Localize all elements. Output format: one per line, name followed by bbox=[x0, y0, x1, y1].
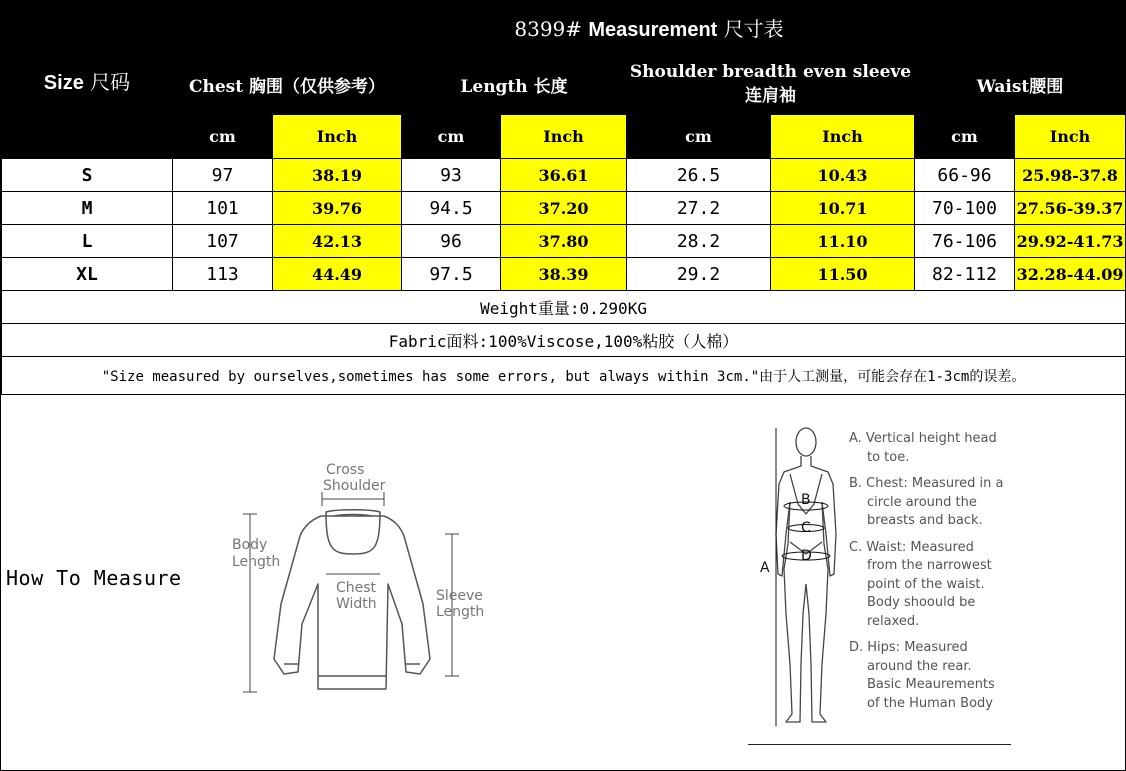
column-chest: Chest 胸围（仅供参考） bbox=[173, 54, 402, 115]
legend-item-d bbox=[849, 639, 1119, 713]
unit-inch: Inch bbox=[1015, 115, 1126, 159]
how-to-measure-section bbox=[1, 394, 1125, 770]
body-label-b: B bbox=[801, 492, 811, 508]
length-inch-cell: 36.61 bbox=[501, 159, 627, 192]
waist-inch-cell: 29.92-41.73 bbox=[1015, 225, 1126, 258]
size-header-en: Size bbox=[43, 71, 84, 94]
measurement-note: "Size measured by ourselves,sometimes has some errors, but always within 3cm."由于人工测量，可能会存在1-3cm的误差。 bbox=[2, 357, 1126, 395]
chest-inch-cell: 42.13 bbox=[273, 225, 402, 258]
unit-cm: cm bbox=[915, 115, 1015, 159]
chart-title bbox=[173, 2, 1126, 54]
shoulder-inch-cell: 11.50 bbox=[771, 258, 915, 291]
length-inch-cell: 37.80 bbox=[501, 225, 627, 258]
body-diagram bbox=[746, 424, 846, 749]
title-cn: 尺寸表 bbox=[723, 17, 784, 41]
waist-inch-cell: 25.98-37.8 bbox=[1015, 159, 1126, 192]
how-to-measure-label: How To Measure bbox=[6, 566, 182, 590]
legend-b-line-3: breasts and back. bbox=[867, 513, 983, 528]
chest-inch-cell: 38.19 bbox=[273, 159, 402, 192]
label-cross: Cross bbox=[326, 462, 365, 478]
fabric-row: Fabric面料:100%Viscose,100%粘胶（人棉） bbox=[2, 324, 1126, 357]
length-cm-cell: 94.5 bbox=[402, 192, 501, 225]
size-cell: S bbox=[2, 159, 173, 192]
size-cell: M bbox=[2, 192, 173, 225]
length-cm-cell: 93 bbox=[402, 159, 501, 192]
weight-row: Weight重量:0.290KG bbox=[2, 291, 1126, 324]
legend-c-line-4: Body shoould be bbox=[867, 595, 976, 610]
chest-cm-cell: 107 bbox=[173, 225, 273, 258]
label-shoulder: Shoulder bbox=[323, 478, 386, 494]
shoulder-inch-cell: 11.10 bbox=[771, 225, 915, 258]
unit-cm: cm bbox=[173, 115, 273, 159]
label-body: Body bbox=[232, 537, 268, 553]
garment-diagram bbox=[226, 454, 496, 704]
unit-inch: Inch bbox=[273, 115, 402, 159]
legend-b-line-1: B. Chest: Measured in a bbox=[849, 476, 1004, 491]
length-cm-cell: 96 bbox=[402, 225, 501, 258]
label-sleeve: Sleeve bbox=[436, 588, 483, 604]
shoulder-cm-cell: 28.2 bbox=[627, 225, 771, 258]
legend-c-line-1: C. Waist: Measured bbox=[849, 539, 974, 555]
waist-cm-cell: 76-106 bbox=[915, 225, 1015, 258]
title-bold: Measurement bbox=[588, 19, 718, 41]
legend-d-line-1: D. Hips: Measured bbox=[849, 640, 968, 655]
chest-cm-cell: 113 bbox=[173, 258, 273, 291]
length-inch-cell: 38.39 bbox=[501, 258, 627, 291]
unit-inch: Inch bbox=[501, 115, 627, 159]
unit-inch: Inch bbox=[771, 115, 915, 159]
column-length: Length 长度 bbox=[402, 54, 627, 115]
shoulder-inch-cell: 10.43 bbox=[771, 159, 915, 192]
legend-a-line-1: A. Vertical height head bbox=[849, 431, 997, 446]
legend-c-line-2: from the narrowest bbox=[867, 558, 992, 573]
measurement-legend bbox=[849, 430, 1119, 721]
size-table bbox=[1, 1, 1126, 395]
legend-item-b bbox=[849, 475, 1119, 531]
chest-inch-cell: 39.76 bbox=[273, 192, 402, 225]
shoulder-cm-cell: 26.5 bbox=[627, 159, 771, 192]
shoulder-inch-cell: 10.71 bbox=[771, 192, 915, 225]
table-row bbox=[2, 159, 1126, 192]
length-cm-cell: 97.5 bbox=[402, 258, 501, 291]
unit-cm: cm bbox=[402, 115, 501, 159]
title-code: 8399# bbox=[514, 17, 583, 41]
legend-d-line-4: of the Human Body bbox=[867, 695, 993, 711]
body-diagram-baseline bbox=[748, 744, 1011, 745]
size-header bbox=[2, 2, 173, 159]
legend-a-line-2: to toe. bbox=[867, 449, 910, 465]
size-cell: XL bbox=[2, 258, 173, 291]
table-row bbox=[2, 258, 1126, 291]
body-label-d: D bbox=[801, 548, 812, 564]
chest-cm-cell: 97 bbox=[173, 159, 273, 192]
legend-c-line-3: point of the waist. bbox=[867, 576, 985, 592]
chest-cm-cell: 101 bbox=[173, 192, 273, 225]
legend-d-line-3: Basic Meaurements bbox=[867, 677, 995, 692]
legend-c-line-5: relaxed. bbox=[867, 613, 920, 629]
waist-inch-cell: 27.56-39.37 bbox=[1015, 192, 1126, 225]
body-label-a: A bbox=[760, 560, 770, 576]
legend-item-c bbox=[849, 539, 1119, 632]
table-row bbox=[2, 225, 1126, 258]
size-cell: L bbox=[2, 225, 173, 258]
column-shoulder: Shoulder breadth even sleeve连肩袖 bbox=[627, 54, 915, 115]
waist-cm-cell: 70-100 bbox=[915, 192, 1015, 225]
shoulder-cm-cell: 27.2 bbox=[627, 192, 771, 225]
label-chest: Chest bbox=[336, 580, 377, 596]
shoulder-cm-cell: 29.2 bbox=[627, 258, 771, 291]
length-inch-cell: 37.20 bbox=[501, 192, 627, 225]
column-waist: Waist腰围 bbox=[915, 54, 1126, 115]
waist-cm-cell: 82-112 bbox=[915, 258, 1015, 291]
chest-inch-cell: 44.49 bbox=[273, 258, 402, 291]
legend-item-a bbox=[849, 430, 1119, 467]
label-body-length: Length bbox=[232, 554, 281, 570]
unit-cm: cm bbox=[627, 115, 771, 159]
waist-inch-cell: 32.28-44.09 bbox=[1015, 258, 1126, 291]
label-chest-width: Width bbox=[336, 596, 377, 612]
size-header-cn: 尺码 bbox=[90, 69, 131, 94]
body-label-c: C bbox=[801, 520, 811, 536]
legend-d-line-2: around the rear. bbox=[867, 658, 972, 674]
waist-cm-cell: 66-96 bbox=[915, 159, 1015, 192]
label-sleeve-length: Length bbox=[436, 604, 485, 620]
legend-b-line-2: circle around the bbox=[867, 494, 977, 510]
table-row bbox=[2, 192, 1126, 225]
